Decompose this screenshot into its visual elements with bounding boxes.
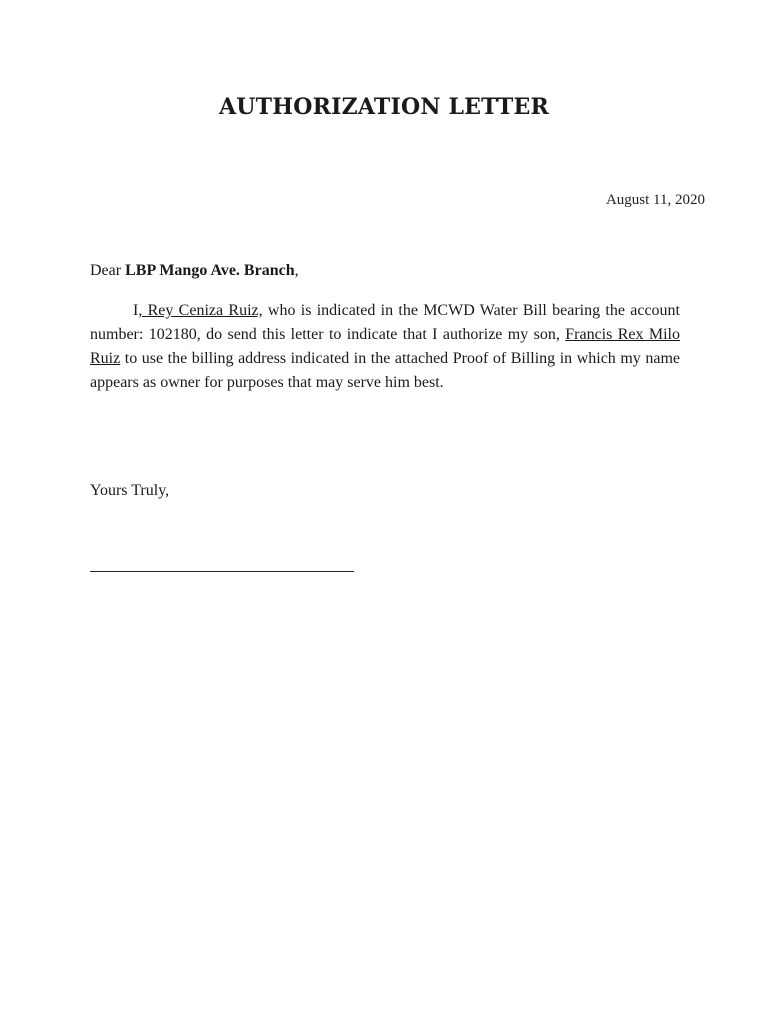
author-name: , Rey Ceniza Ruiz,: [138, 302, 263, 319]
salutation-prefix: Dear: [90, 262, 126, 279]
letter-date: August 11, 2020: [605, 192, 705, 208]
closing: Yours Truly,: [90, 482, 170, 499]
son-name: Francis Rex Milo Ruiz: [90, 326, 680, 367]
body-text-middle: who is indicated in the MCWD Water Bill bearing the account number: 102180, do send this letter to indicate that I authorize my son,: [90, 302, 680, 343]
body-text-start: I: [133, 302, 139, 319]
letter-title: AUTHORIZATION LETTER: [219, 94, 549, 120]
signature-line: [90, 571, 354, 572]
salutation-recipient: LBP Mango Ave. Branch: [125, 262, 295, 279]
body-text-end: to use the billing address indicated in the attached Proof of Billing in which my name appears as owner for purposes that may serve him best.: [90, 350, 680, 391]
letter-body: [90, 299, 680, 395]
salutation-suffix: ,: [294, 262, 299, 279]
salutation: [90, 262, 299, 280]
